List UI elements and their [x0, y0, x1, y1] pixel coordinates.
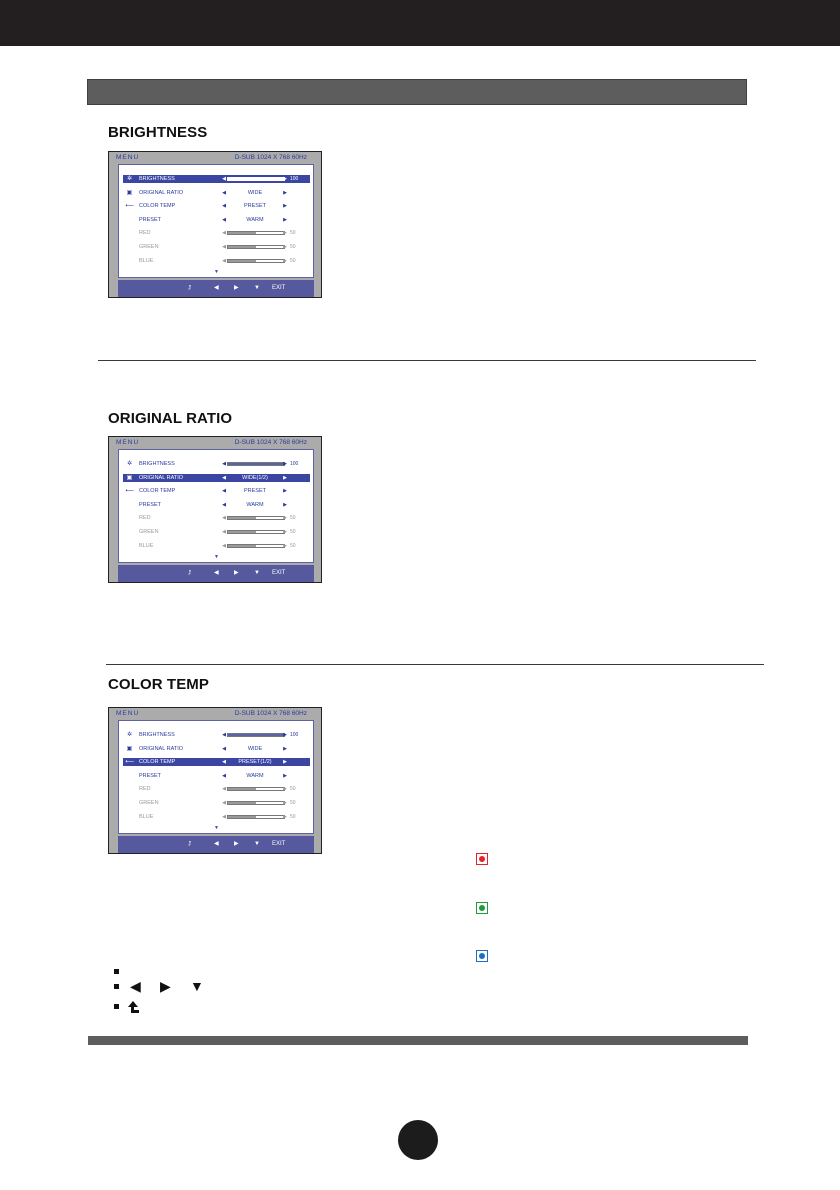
osd-row-label: RED — [139, 515, 151, 522]
osd-row-green[interactable] — [123, 243, 310, 251]
right-arrow-icon: ▶ — [160, 978, 171, 994]
osd-slider-fill — [228, 734, 284, 736]
sun-icon: ✲ — [126, 176, 133, 182]
osd-slider-fill — [228, 463, 284, 465]
ratio-icon: ▣ — [126, 745, 133, 752]
osd-slider-value: 50 — [290, 813, 296, 820]
left-arrow-icon: ◀ — [222, 759, 226, 766]
osd-row-label: ORIGINAL RATIO — [139, 745, 184, 752]
left-arrow-icon: ◀ — [222, 745, 226, 752]
bullet-icon — [114, 969, 119, 974]
left-arrow-icon: ◀ — [222, 772, 226, 779]
right-arrow-icon: ▶ — [283, 176, 287, 182]
osd-menu-panel — [118, 449, 314, 563]
right-arrow-icon: ▶ — [283, 189, 287, 196]
sun-icon: ✲ — [126, 732, 133, 738]
down-arrow-icon: ▼ — [214, 269, 219, 275]
osd-row-label: BRIGHTNESS — [139, 461, 175, 467]
osd-slider-value: 50 — [290, 800, 296, 806]
osd-screenshot-original-ratio — [108, 436, 322, 583]
osd-row-label: PRESET — [139, 216, 162, 223]
right-arrow-icon[interactable]: ▶ — [234, 570, 239, 576]
osd-row-original-ratio[interactable] — [123, 745, 310, 753]
left-arrow-icon: ◀ — [130, 978, 141, 994]
section-divider — [106, 664, 764, 665]
osd-row-label: COLOR TEMP — [139, 759, 176, 766]
right-arrow-icon: ▶ — [283, 800, 287, 806]
osd-slider-value: 50 — [290, 515, 296, 522]
osd-slider[interactable] — [227, 177, 285, 181]
osd-slider-value: 50 — [290, 244, 296, 250]
thermometer-icon: ⟵ — [125, 203, 134, 210]
osd-option-value: WARM — [246, 501, 264, 508]
left-arrow-icon: ◀ — [222, 488, 226, 495]
right-arrow-icon[interactable]: ▶ — [234, 841, 239, 847]
legend-row-arrows — [114, 980, 234, 994]
osd-slider[interactable] — [227, 245, 285, 249]
osd-option-value: WIDE(1/2) — [242, 474, 268, 481]
left-arrow-icon[interactable]: ◀ — [214, 841, 219, 847]
left-arrow-icon: ◀ — [222, 474, 226, 481]
osd-row-blue[interactable] — [123, 257, 310, 265]
osd-row-original-ratio[interactable] — [123, 474, 310, 482]
osd-exit-button[interactable]: EXIT — [272, 570, 286, 576]
section-title-color-temp: COLOR TEMP — [108, 676, 209, 693]
right-arrow-icon: ▶ — [283, 813, 287, 820]
osd-row-blue[interactable] — [123, 542, 310, 550]
left-arrow-icon[interactable]: ◀ — [214, 285, 219, 291]
osd-slider[interactable] — [227, 259, 285, 263]
osd-slider-fill — [228, 517, 256, 519]
osd-row-label: ORIGINAL RATIO — [139, 474, 184, 481]
osd-option-value: WARM — [246, 216, 264, 223]
left-arrow-icon[interactable]: ◀ — [214, 570, 219, 576]
osd-row-brightness[interactable] — [123, 175, 310, 183]
osd-row-preset[interactable] — [123, 501, 310, 509]
osd-row-label: BRIGHTNESS — [139, 732, 175, 738]
osd-row-label: PRESET — [139, 772, 162, 779]
osd-option-value: WIDE — [247, 745, 263, 752]
osd-slider-fill — [228, 246, 256, 248]
osd-slider-fill — [228, 178, 284, 180]
osd-option-value: PRESET(1/2) — [238, 759, 272, 766]
osd-row-preset[interactable] — [123, 772, 310, 780]
left-arrow-icon: ◀ — [222, 176, 226, 182]
osd-slider-value: 50 — [290, 529, 296, 535]
osd-slider[interactable] — [227, 231, 285, 235]
right-arrow-icon: ▶ — [283, 244, 287, 250]
osd-menu-panel — [118, 720, 314, 834]
osd-row-label: BLUE — [139, 542, 154, 549]
osd-slider[interactable] — [227, 801, 285, 805]
left-arrow-icon: ◀ — [222, 515, 226, 522]
ratio-icon: ▣ — [126, 474, 133, 481]
osd-exit-button[interactable]: EXIT — [272, 285, 286, 291]
osd-resolution: D-SUB 1024 X 768 60Hz — [234, 710, 307, 717]
right-arrow-icon: ▶ — [283, 488, 287, 495]
sun-icon: ✲ — [126, 461, 133, 467]
osd-menu-title: MENU — [116, 154, 140, 161]
osd-slider-value: 50 — [290, 542, 296, 549]
section-divider — [98, 360, 756, 361]
osd-row-color-temp[interactable] — [123, 487, 310, 495]
return-icon[interactable]: ⮥ — [188, 570, 192, 576]
osd-row-preset[interactable] — [123, 216, 310, 224]
osd-slider-value: 50 — [290, 230, 296, 237]
osd-slider-value: 100 — [290, 461, 299, 467]
section-header-bar — [87, 79, 747, 105]
osd-row-label: BLUE — [139, 813, 154, 820]
osd-row-label: BRIGHTNESS — [139, 176, 175, 182]
right-arrow-icon[interactable]: ▶ — [234, 285, 239, 291]
osd-resolution: D-SUB 1024 X 768 60Hz — [234, 439, 307, 446]
return-icon — [126, 1000, 140, 1016]
osd-footer — [118, 565, 314, 582]
osd-slider[interactable] — [227, 733, 285, 737]
left-arrow-icon: ◀ — [222, 257, 226, 264]
left-arrow-icon: ◀ — [222, 529, 226, 535]
osd-row-brightness[interactable] — [123, 460, 310, 468]
right-arrow-icon: ▶ — [283, 461, 287, 467]
right-arrow-icon: ▶ — [283, 772, 287, 779]
left-arrow-icon: ◀ — [222, 800, 226, 806]
return-icon[interactable]: ⮥ — [188, 841, 192, 847]
left-arrow-icon: ◀ — [222, 230, 226, 237]
osd-row-color-temp[interactable] — [123, 202, 310, 210]
left-arrow-icon: ◀ — [222, 203, 226, 210]
osd-row-red[interactable] — [123, 514, 310, 522]
osd-screenshot-color-temp — [108, 707, 322, 854]
thermometer-icon: ⟵ — [125, 488, 134, 495]
osd-menu-panel — [118, 164, 314, 278]
osd-row-label: RED — [139, 786, 151, 793]
osd-option-value: WIDE — [247, 189, 263, 196]
osd-row-label: COLOR TEMP — [139, 488, 176, 495]
osd-row-label: ORIGINAL RATIO — [139, 189, 184, 196]
osd-slider[interactable] — [227, 516, 285, 520]
osd-footer — [118, 836, 314, 853]
left-arrow-icon: ◀ — [222, 542, 226, 549]
osd-footer — [118, 280, 314, 297]
down-arrow-icon[interactable]: ▼ — [254, 285, 260, 291]
bullet-icon — [114, 1004, 119, 1009]
osd-slider-fill — [228, 232, 256, 234]
osd-slider[interactable] — [227, 544, 285, 548]
left-arrow-icon: ◀ — [222, 461, 226, 467]
down-arrow-icon[interactable]: ▼ — [254, 570, 260, 576]
osd-slider[interactable] — [227, 815, 285, 819]
blue-swatch-icon — [476, 950, 488, 962]
osd-slider-fill — [228, 260, 256, 262]
right-arrow-icon: ▶ — [283, 515, 287, 522]
left-arrow-icon: ◀ — [222, 244, 226, 250]
footer-bar — [88, 1036, 748, 1045]
osd-screenshot-brightness — [108, 151, 322, 298]
right-arrow-icon: ▶ — [283, 474, 287, 481]
left-arrow-icon: ◀ — [222, 732, 226, 738]
osd-row-red[interactable] — [123, 229, 310, 237]
right-arrow-icon: ▶ — [283, 786, 287, 793]
osd-row-brightness[interactable] — [123, 731, 310, 739]
header-bar — [0, 0, 840, 46]
right-arrow-icon: ▶ — [283, 203, 287, 210]
right-arrow-icon: ▶ — [283, 257, 287, 264]
left-arrow-icon: ◀ — [222, 216, 226, 223]
right-arrow-icon: ▶ — [283, 501, 287, 508]
down-arrow-icon: ▼ — [214, 554, 219, 560]
left-arrow-icon: ◀ — [222, 813, 226, 820]
osd-row-label: PRESET — [139, 501, 162, 508]
osd-slider-value: 100 — [290, 176, 299, 182]
osd-slider-fill — [228, 545, 256, 547]
osd-row-label: RED — [139, 230, 151, 237]
right-arrow-icon: ▶ — [283, 759, 287, 766]
osd-row-original-ratio[interactable] — [123, 189, 310, 197]
osd-row-label: BLUE — [139, 257, 154, 264]
legend-row-return — [114, 1000, 154, 1014]
right-arrow-icon: ▶ — [283, 230, 287, 237]
down-arrow-icon[interactable]: ▼ — [254, 841, 260, 847]
green-swatch-icon — [476, 902, 488, 914]
right-arrow-icon: ▶ — [283, 732, 287, 738]
osd-row-green[interactable] — [123, 799, 310, 807]
ratio-icon: ▣ — [126, 189, 133, 196]
return-icon[interactable]: ⮥ — [188, 285, 192, 291]
osd-row-label: GREEN — [139, 529, 159, 535]
left-arrow-icon: ◀ — [222, 189, 226, 196]
osd-slider-fill — [228, 816, 256, 818]
left-arrow-icon: ◀ — [222, 501, 226, 508]
right-arrow-icon: ▶ — [283, 745, 287, 752]
page-number-badge — [398, 1120, 438, 1160]
section-title-original-ratio: ORIGINAL RATIO — [108, 410, 233, 427]
osd-slider[interactable] — [227, 462, 285, 466]
osd-option-value: PRESET — [243, 203, 266, 210]
osd-menu-title: MENU — [116, 439, 140, 446]
bullet-icon — [114, 984, 119, 989]
osd-row-red[interactable] — [123, 785, 310, 793]
osd-row-green[interactable] — [123, 528, 310, 536]
osd-resolution: D-SUB 1024 X 768 60Hz — [234, 154, 307, 161]
section-title-brightness: BRIGHTNESS — [108, 124, 208, 141]
red-swatch-icon — [476, 853, 488, 865]
osd-slider[interactable] — [227, 530, 285, 534]
osd-slider[interactable] — [227, 787, 285, 791]
down-arrow-icon: ▼ — [190, 978, 204, 994]
osd-slider-value: 50 — [290, 786, 296, 793]
down-arrow-icon: ▼ — [214, 825, 219, 831]
osd-slider-fill — [228, 802, 256, 804]
right-arrow-icon: ▶ — [283, 529, 287, 535]
thermometer-icon: ⟵ — [125, 759, 134, 766]
osd-row-label: GREEN — [139, 800, 159, 806]
osd-row-label: COLOR TEMP — [139, 203, 176, 210]
osd-exit-button[interactable]: EXIT — [272, 841, 286, 847]
osd-row-blue[interactable] — [123, 813, 310, 821]
osd-slider-value: 50 — [290, 257, 296, 264]
osd-row-label: GREEN — [139, 244, 159, 250]
osd-option-value: WARM — [246, 772, 264, 779]
right-arrow-icon: ▶ — [283, 216, 287, 223]
osd-slider-fill — [228, 788, 256, 790]
left-arrow-icon: ◀ — [222, 786, 226, 793]
osd-slider-value: 100 — [290, 732, 299, 738]
osd-slider-fill — [228, 531, 256, 533]
osd-row-color-temp[interactable] — [123, 758, 310, 766]
right-arrow-icon: ▶ — [283, 542, 287, 549]
osd-option-value: PRESET — [243, 488, 266, 495]
osd-menu-title: MENU — [116, 710, 140, 717]
